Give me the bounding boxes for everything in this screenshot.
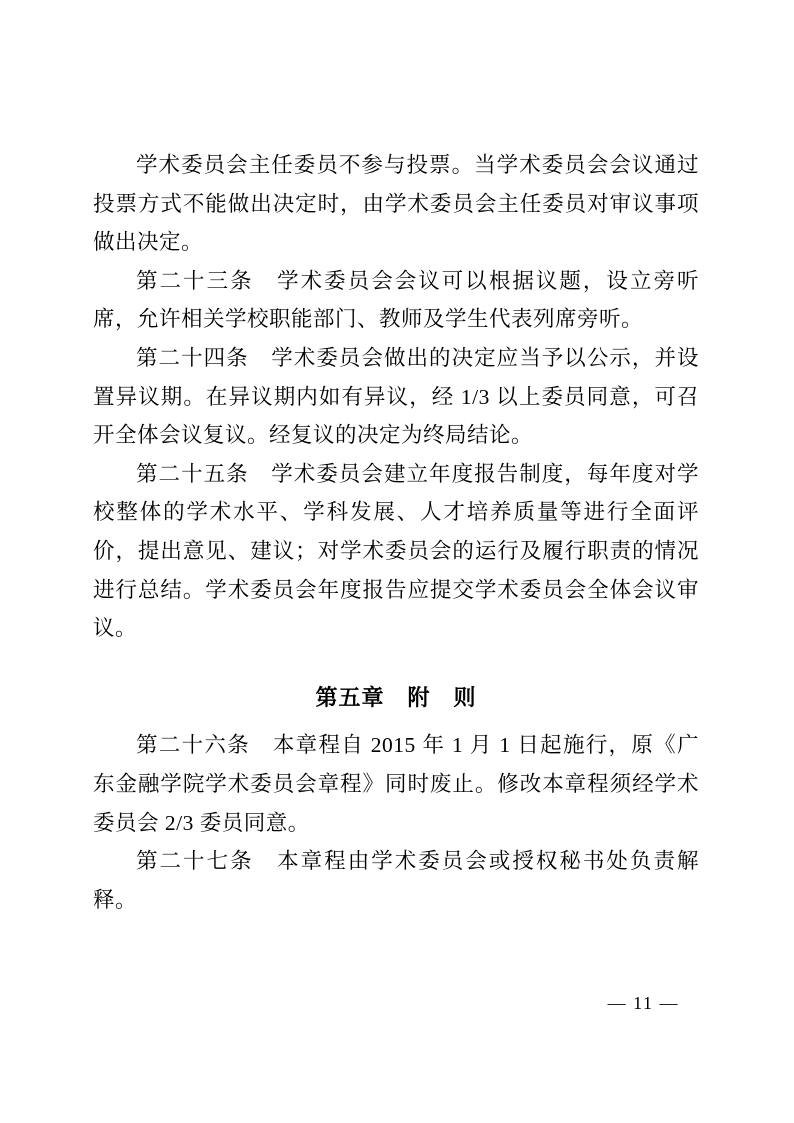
paragraph-article-27: 第二十七条 本章程由学术委员会或授权秘书处负责解释。 (93, 849, 699, 912)
paragraph-article-25: 第二十五条 学术委员会建立年度报告制度，每年度对学校整体的学术水平、学科发展、人才培养质量等进行全面评价，提出意见、建议；对学术委员会的运行及履行职责的情况进行总结。学术委员会年度报告应提交学术委员会全体会议审议。 (93, 461, 699, 641)
page-number: — 11 — (607, 993, 679, 1013)
paragraph: 学术委员会主任委员不参与投票。当学术委员会会议通过投票方式不能做出决定时，由学术委员会主任委员对审议事项做出决定。 (93, 153, 699, 255)
chapter-heading: 第五章 附 则 (315, 684, 477, 710)
paragraph-article-26: 第二十六条 本章程自 2015 年 1 月 1 日起施行，原《广东金融学院学术委员会章程》同时废止。修改本章程须经学术委员会 2/3 委员同意。 (93, 733, 699, 835)
paragraph-article-24: 第二十四条 学术委员会做出的决定应当予以公示，并设置异议期。在异议期内如有异议，经 1/3 以上委员同意，可召开全体会议复议。经复议的决定为终局结论。 (93, 345, 699, 448)
document-body (93, 146, 699, 919)
paragraph-article-23: 第二十三条 学术委员会会议可以根据议题，设立旁听席，允许相关学校职能部门、教师及学生代表列席旁听。 (93, 268, 699, 332)
